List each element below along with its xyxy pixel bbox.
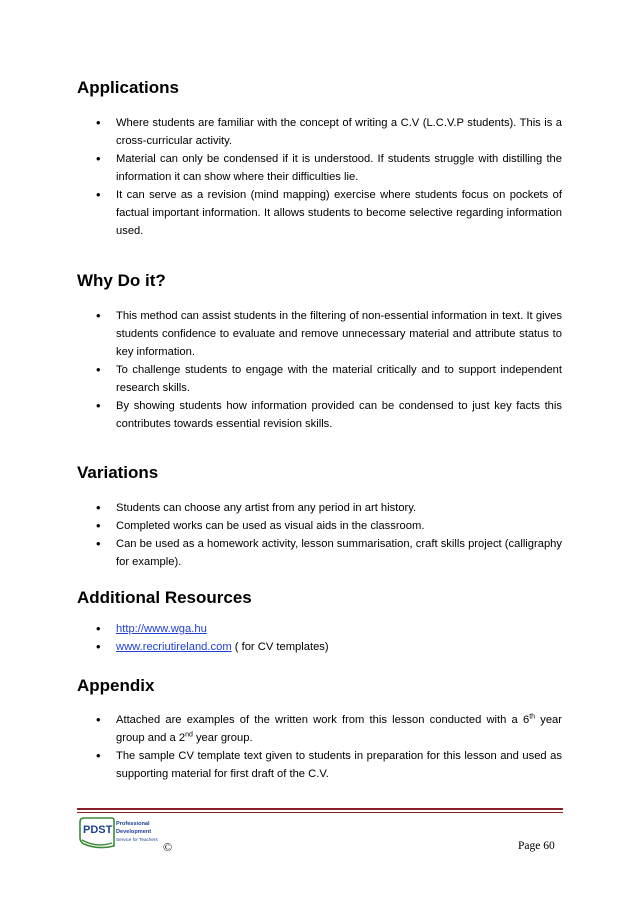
- applications-heading: Applications: [77, 78, 180, 97]
- resources-item-2-note: ( for CV templates): [231, 641, 329, 653]
- applications-item-1: • Where students are familiar with the concept of writing a C.V (L.C.V.P students). This is a cross-curricular activity.: [77, 114, 562, 150]
- variations-item-1: • Students can choose any artist from any period in art history.: [77, 499, 562, 517]
- variations-section: [77, 463, 562, 571]
- why-list: [77, 307, 562, 433]
- logo-line-2: Development: [116, 829, 152, 835]
- variations-heading: Variations: [77, 463, 159, 482]
- wga-link[interactable]: http://www.wga.hu: [116, 623, 207, 635]
- pdst-logo-icon: [78, 816, 158, 850]
- appendix-item-2: • The sample CV template text given to students in preparation for this lesson and used as supporting material for first draft of the C.V.: [77, 747, 562, 783]
- resources-item-2: [77, 638, 562, 656]
- variations-item-2: • Completed works can be used as visual aids in the classroom.: [77, 517, 562, 535]
- resources-item-1: [77, 620, 562, 638]
- variations-list: [77, 499, 562, 571]
- why-item-2: • To challenge students to engage with the material critically and to support independent research skills.: [77, 361, 562, 397]
- why-heading: Why Do it?: [77, 271, 166, 290]
- resources-section: [77, 588, 562, 656]
- why-section: [77, 271, 562, 433]
- logo-wordmark: PDST: [83, 824, 113, 836]
- appendix-list: [77, 711, 562, 783]
- why-item-3: • By showing students how information provided can be condensed to just key facts this contributes towards essential revision skills.: [77, 397, 562, 433]
- applications-section: [77, 78, 562, 240]
- recruit-ireland-link[interactable]: www.recriutireland.com: [116, 641, 232, 653]
- resources-heading: Additional Resources: [77, 588, 252, 607]
- variations-item-3: • Can be used as a homework activity, lesson summarisation, craft skills project (calligraphy for example).: [77, 535, 562, 571]
- resources-list: [77, 620, 562, 656]
- logo-line-1: Professional: [116, 821, 150, 827]
- footer-divider: [77, 808, 563, 810]
- footer-divider-thin: [77, 812, 563, 813]
- applications-list: [77, 114, 562, 240]
- appendix-heading: Appendix: [77, 676, 155, 695]
- appendix-item-1: • Attached are examples of the written work from this lesson conducted with a 6th year group and a 2nd year group.: [77, 711, 562, 747]
- applications-item-2: • Material can only be condensed if it is understood. If students struggle with distilling the information it can show where their difficulties lie.: [77, 150, 562, 186]
- appendix-section: [77, 676, 562, 783]
- applications-item-3: • It can serve as a revision (mind mapping) exercise where students focus on pockets of factual important information. It allows students to become selective regarding information used.: [77, 186, 562, 240]
- why-item-1: • This method can assist students in the filtering of non-essential information in text. It gives students confidence to evaluate and remove unnecessary material and attribute status to key information.: [77, 307, 562, 361]
- page-number: Page 60: [518, 840, 555, 852]
- copyright-symbol: ©: [163, 840, 173, 854]
- logo-line-3: Service for Teachers: [116, 837, 158, 842]
